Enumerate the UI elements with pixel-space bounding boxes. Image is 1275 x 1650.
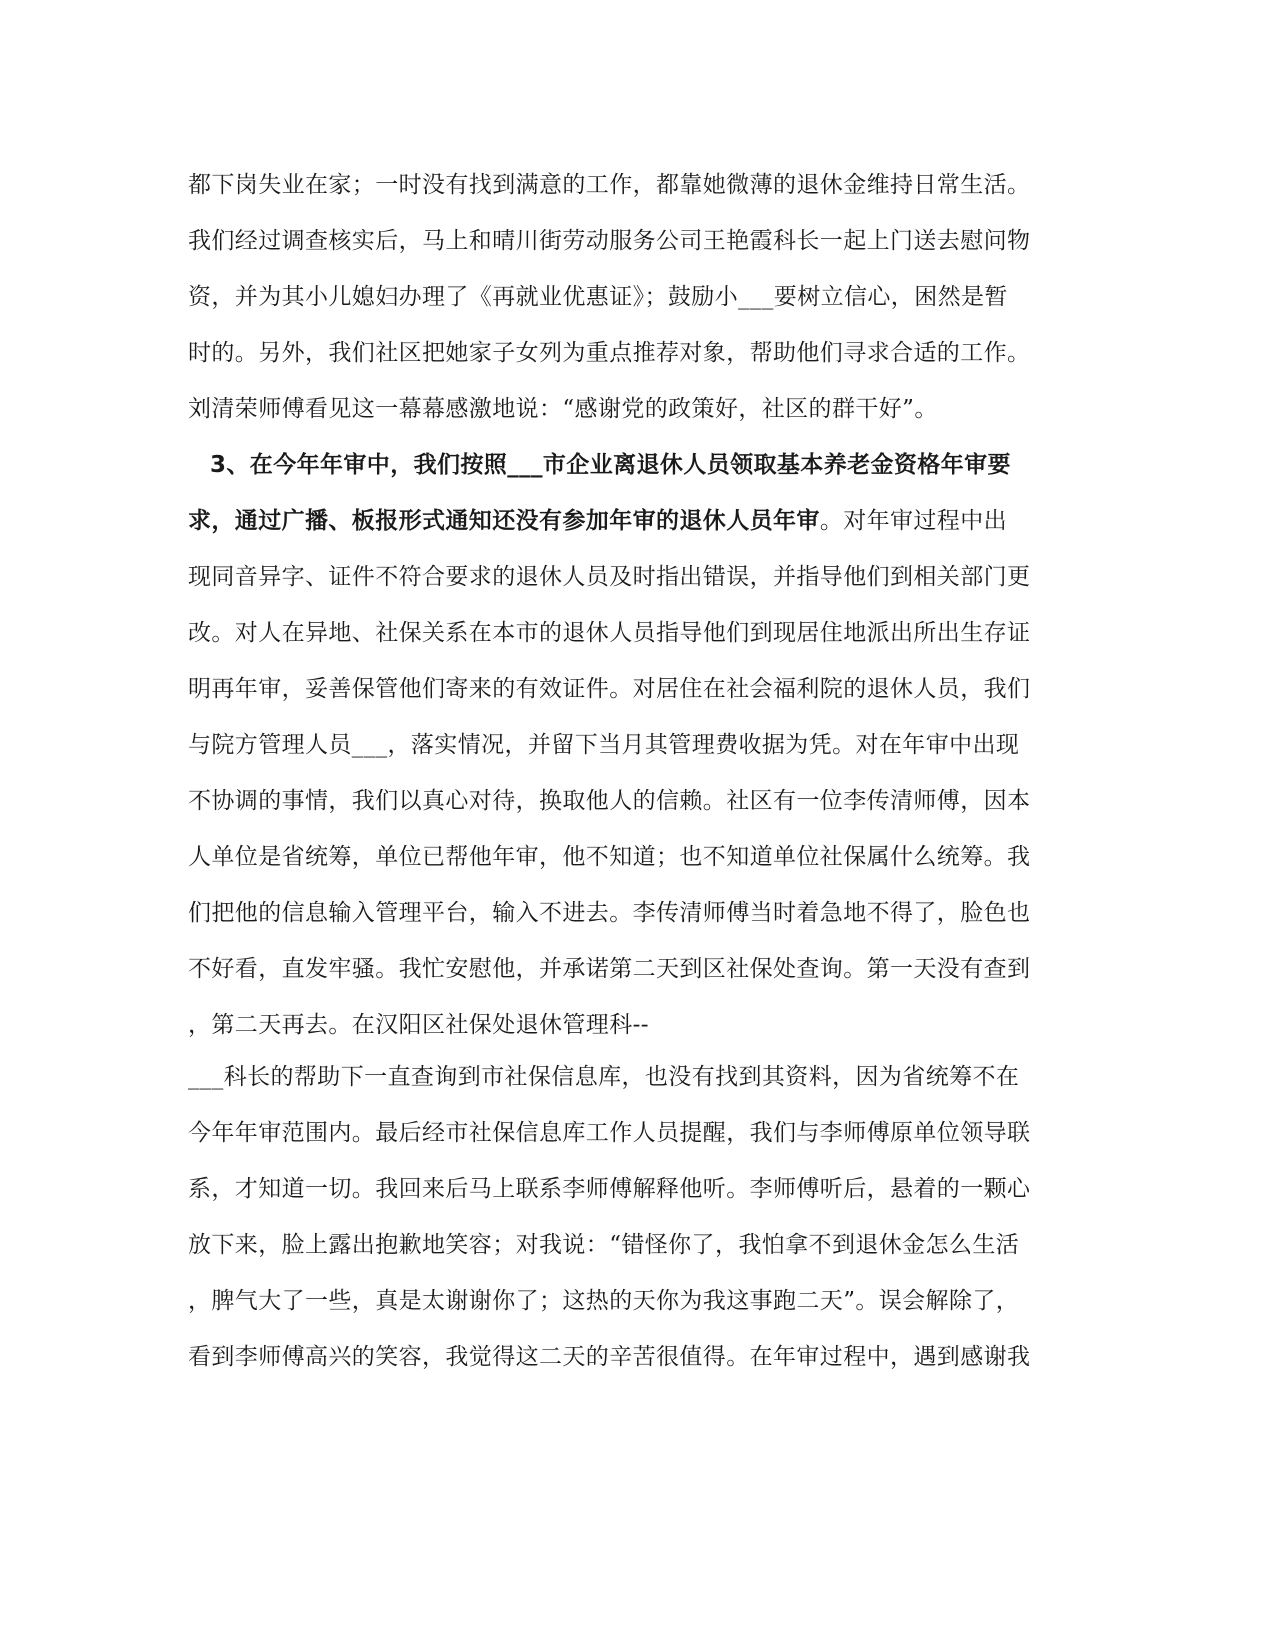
paragraph-line-3: 资，并为其小儿媳妇办理了《再就业优惠证》；鼓励小___要树立信心，困然是暂 bbox=[188, 284, 1008, 310]
paragraph-line-13: 人单位是省统筹，单位已帮他年审，他不知道；也不知道单位社保属什么统筹。我 bbox=[188, 844, 1031, 870]
paragraph-line-9: 改。对人在异地、社保关系在本市的退休人员指导他们到现居住地派出所出生存证 bbox=[188, 620, 1031, 646]
paragraph-line-2: 我们经过调查核实后，马上和晴川街劳动服务公司王艳霞科长一起上门送去慰问物 bbox=[188, 228, 1031, 254]
paragraph-line-8: 现同音异字、证件不符合要求的退休人员及时指出错误，并指导他们到相关部门更 bbox=[188, 564, 1031, 590]
paragraph-line-12: 不协调的事情，我们以真心对待，换取他人的信赖。社区有一位李传清师傅，因本 bbox=[188, 788, 1031, 814]
paragraph-line-4: 时的。另外，我们社区把她家子女列为重点推荐对象，帮助他们寻求合适的工作。 bbox=[188, 340, 1031, 366]
paragraph-line-10: 明再年审，妥善保管他们寄来的有效证件。对居住在社会福利院的退休人员，我们 bbox=[188, 676, 1031, 702]
paragraph-line-19: 系，才知道一切。我回来后马上联系李师傅解释他听。李师傅听后，悬着的一颗心 bbox=[188, 1176, 1031, 1202]
paragraph-line-14: 们把他的信息输入管理平台，输入不进去。李传清师傅当时着急地不得了，脸色也 bbox=[188, 900, 1031, 926]
paragraph-line-17: ___科长的帮助下一直查询到市社保信息库，也没有找到其资料，因为省统筹不在 bbox=[188, 1064, 1020, 1090]
paragraph-line-16: ，第二天再去。在汉阳区社保处退休管理科-- bbox=[188, 1012, 649, 1038]
paragraph-line-15: 不好看，直发牢骚。我忙安慰他，并承诺第二天到区社保处查询。第一天没有查到 bbox=[188, 956, 1031, 982]
paragraph-line-11: 与院方管理人员___，落实情况，并留下当月其管理费收据为凭。对在年审中出现 bbox=[188, 732, 1020, 758]
section-heading-line-1: 3、在今年年审中，我们按照___市企业离退休人员领取基本养老金资格年审要 bbox=[210, 452, 1011, 478]
paragraph-line-18: 今年年审范围内。最后经市社保信息库工作人员提醒，我们与李师傅原单位领导联 bbox=[188, 1120, 1031, 1146]
section-heading-bold-text: 求，通过广播、板报形式通知还没有参加年审的退休人员年审 bbox=[188, 508, 820, 534]
paragraph-line-21: ，脾气大了一些，真是太谢谢你了；这热的天你为我这事跑二天”。误会解除了， bbox=[188, 1288, 1020, 1314]
paragraph-line-22: 看到李师傅高兴的笑容，我觉得这二天的辛苦很值得。在年审过程中，遇到感谢我 bbox=[188, 1344, 1031, 1370]
paragraph-line-5: 刘清荣师傅看见这一幕幕感激地说：“感谢党的政策好，社区的群干好”。 bbox=[188, 396, 938, 422]
section-heading-tail-text: 。对年审过程中出 bbox=[819, 508, 1008, 534]
paragraph-line-1: 都下岗失业在家；一时没有找到满意的工作，都靠她微薄的退休金维持日常生活。 bbox=[188, 172, 1031, 198]
section-heading-line-2 bbox=[188, 506, 1088, 536]
paragraph-line-20: 放下来，脸上露出抱歉地笑容；对我说：“错怪你了，我怕拿不到退休金怎么生活 bbox=[188, 1232, 1020, 1258]
